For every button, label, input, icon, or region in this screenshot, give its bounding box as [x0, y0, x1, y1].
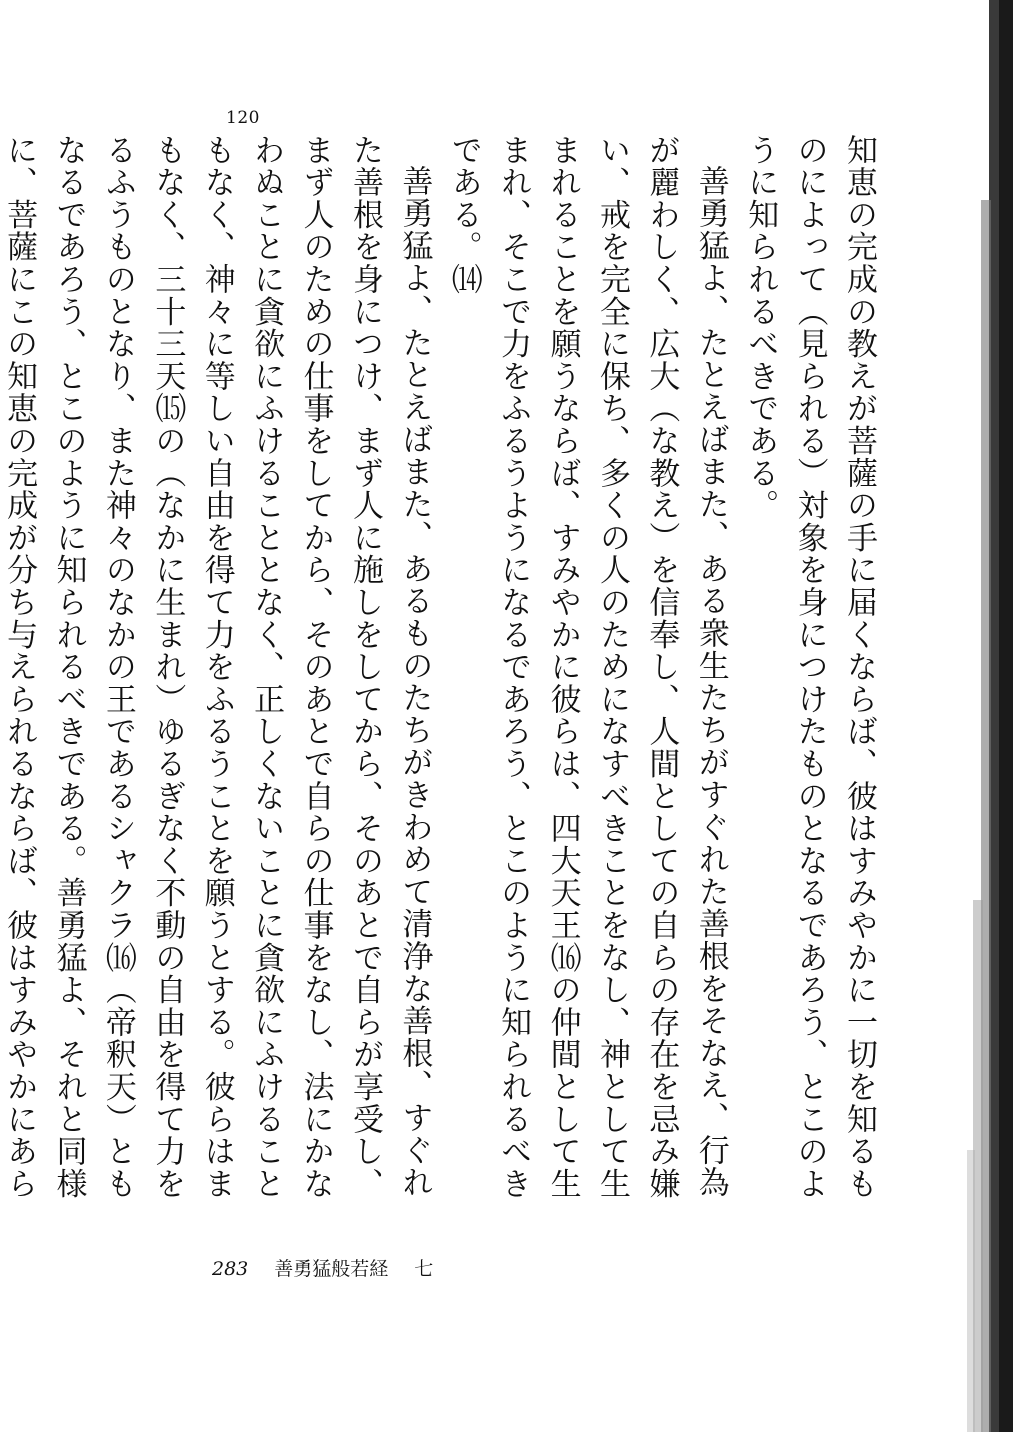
- page-number: 120: [226, 108, 260, 128]
- paragraph: 善勇猛よ、たとえばまた、あるものたちがきわめて清浄な善根、すぐれた善根を身につけ、まず人に施しをしてから、そのあとで自らが享受し、まず人のための仕事をしてから、そのあとで自らの仕事をなし、法にかなわぬことに貪欲にふけることとなく、正しくないことに貪欲にふけることもなく、神々に等しい自由を得て力をふるうことを願うとする。彼らはまもなく、三十三天⒂の（なかに生まれ）ゆるぎなく不動の自由を得て力をるふうものとなり、また神々のなかの王であるシャクラ⒃（帝釈天）ともなるであろう、とこのように知られるべきである。善勇猛よ、それと同様に、菩薩にこの知恵の完成が分ち与えられるならば、彼はすみやかにあら: [1, 134, 433, 1200]
- scan-edge-shadow: [967, 0, 1013, 1432]
- paragraph: 知恵の完成の教えが菩薩の手に届くならば、彼はすみやかに一切を知るものによって（見られる）対象を身につけたものとなるであろう、とこのように知られるべきである。: [742, 134, 877, 1200]
- paragraph: 善勇猛よ、たとえばまた、ある衆生たちがすぐれた善根をそなえ、行為が麗わしく、広大（な教え）を信奉し、人間としての自らの存在を忌み嫌い、戒を完全に保ち、多くの人のためになすべきことをなし、神として生まれることを願うならば、すみやかに彼らは、四大天王⒃の仲間として生まれ、そこで力をふるうようになるであろう、とこのように知られるべきである。⒁: [445, 134, 729, 1200]
- footer-folio: 283: [212, 1258, 249, 1280]
- body-text: [1, 134, 883, 1214]
- running-footer: [212, 1254, 433, 1281]
- footer-chapter: 七: [414, 1258, 434, 1280]
- footer-title: 善勇猛般若経: [274, 1258, 389, 1280]
